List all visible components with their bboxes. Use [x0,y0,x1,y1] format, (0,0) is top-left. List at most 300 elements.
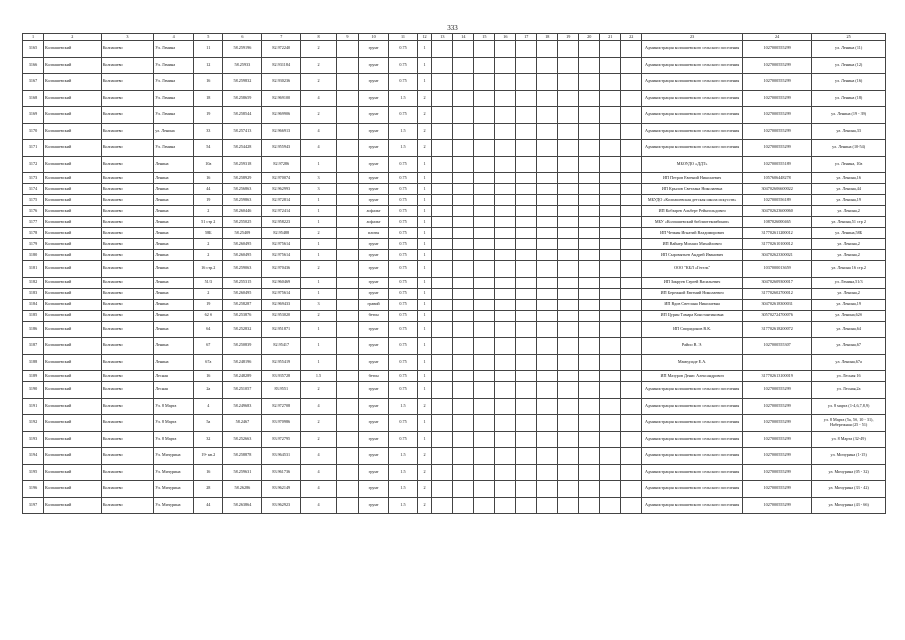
area-cell: 1 [301,277,337,288]
empty-cell [453,156,474,173]
empty-cell [579,217,600,228]
house-cell: 62 б [194,310,223,321]
ogrn-cell: 1027000555299 [743,415,812,432]
ogrn-cell: 1027000555299 [743,481,812,498]
column-header: 18 [537,34,558,41]
owner-cell: ИП Вдов Светлана Николаевна [642,299,743,310]
empty-cell [558,382,579,399]
empty-cell [453,140,474,157]
empty-cell [495,74,516,91]
empty-cell [579,354,600,371]
empty-cell [579,371,600,382]
empty-cell [453,173,474,184]
table-row [23,299,886,310]
table-row [23,41,886,58]
ogrn-cell: 1027000555299 [743,123,812,140]
longitude-cell: 82.955943 [262,140,301,157]
address-cell: ул. Лесная 16 [812,371,886,382]
owner-cell: Администрация колпашевского сельского поселения [642,140,743,157]
latitude-cell: 58.248289 [223,371,262,382]
empty-cell [579,107,600,124]
longitude-cell: 82.958223 [262,217,301,228]
empty-cell [495,239,516,250]
empty-cell [336,299,358,310]
address-cell: ул. Ленина,44 [812,184,886,195]
row-number: 3166 [23,57,44,74]
empty-cell [600,464,621,481]
empty-cell [600,206,621,217]
surface-cell: грунт [358,261,388,278]
empty-cell [336,321,358,338]
row-number: 3195 [23,464,44,481]
table-row [23,261,886,278]
empty-cell [600,299,621,310]
table-row [23,57,886,74]
empty-cell [537,156,558,173]
table-row [23,228,886,239]
street-cell: Ленина [154,250,194,261]
row-number: 3183 [23,288,44,299]
empty-cell [432,41,453,58]
empty-cell [516,228,537,239]
empty-cell [336,464,358,481]
empty-cell [495,228,516,239]
capacity-cell: 0.75 [389,288,417,299]
empty-cell [600,321,621,338]
district-cell: Колпашевский [43,74,101,91]
owner-cell: Администрация колпашевского сельского поселения [642,497,743,514]
address-cell: ул. 8 Марта (32-49) [812,431,886,448]
empty-cell [336,261,358,278]
area-cell: 4 [301,398,337,415]
area-cell: 2 [301,310,337,321]
empty-cell [558,448,579,465]
empty-cell [558,310,579,321]
row-number: 3194 [23,448,44,465]
house-cell: 16 стр.2 [194,261,223,278]
empty-cell [453,250,474,261]
empty-cell [621,74,642,91]
capacity-cell: 0.75 [389,239,417,250]
empty-cell [600,338,621,355]
street-cell: Ул. 8 Марта [154,415,194,432]
containers-cell: 1 [417,354,432,371]
owner-cell: ИП Крылов Светлана Николаевна [642,184,743,195]
area-cell: 4 [301,123,337,140]
address-cell: ул. Ленина,2 [812,250,886,261]
address-cell: ул. Ленина (16) [812,74,886,91]
owner-cell: Администрация колпашевского сельского поселения [642,74,743,91]
surface-cell: грунт [358,448,388,465]
column-header: 9 [336,34,358,41]
district-cell: Колпашевский [43,57,101,74]
empty-cell [432,184,453,195]
empty-cell [432,156,453,173]
empty-cell [432,107,453,124]
empty-cell [600,261,621,278]
empty-cell [495,448,516,465]
empty-cell [537,338,558,355]
capacity-cell: 0.75 [389,184,417,195]
district-cell: Колпашевский [43,448,101,465]
empty-cell [516,288,537,299]
empty-cell [537,250,558,261]
house-cell: 16 [194,371,223,382]
empty-cell [537,431,558,448]
ogrn-cell: 304702618300031 [743,299,812,310]
containers-cell: 1 [417,74,432,91]
settlement-cell: Колпашево [101,41,153,58]
empty-cell [621,250,642,261]
longitude-cell: 82.970436 [262,261,301,278]
settlement-cell: Колпашево [101,140,153,157]
empty-cell [516,277,537,288]
empty-cell [336,250,358,261]
longitude-cell: 82.960469 [262,277,301,288]
empty-cell [336,415,358,432]
area-cell: 4 [301,464,337,481]
longitude-cell: 82.95417 [262,338,301,355]
empty-cell [495,299,516,310]
empty-cell [558,415,579,432]
empty-cell [474,277,495,288]
row-number: 3173 [23,173,44,184]
street-cell: Лесная [154,371,194,382]
empty-cell [453,288,474,299]
empty-cell [336,123,358,140]
longitude-cell: 82.972414 [262,206,301,217]
empty-cell [621,239,642,250]
capacity-cell: 0.75 [389,277,417,288]
row-number: 3197 [23,497,44,514]
table-row [23,173,886,184]
house-cell: 2а [194,382,223,399]
row-number: 3177 [23,217,44,228]
table-row [23,74,886,91]
surface-cell: грунт [358,156,388,173]
address-cell: ул. Ленина (10-54) [812,140,886,157]
empty-cell [558,398,579,415]
area-cell: 1.5 [301,371,337,382]
empty-cell [336,217,358,228]
street-cell: Ленина [154,288,194,299]
table-row [23,156,886,173]
empty-cell [558,288,579,299]
row-number: 3191 [23,398,44,415]
empty-cell [432,217,453,228]
empty-cell [432,448,453,465]
column-header: 7 [262,34,301,41]
district-cell: Колпашевский [43,497,101,514]
area-cell: 4 [301,481,337,498]
settlement-cell: Колпашево [101,277,153,288]
surface-cell: грунт [358,140,388,157]
surface-cell: грунт [358,464,388,481]
empty-cell [558,173,579,184]
latitude-cell: 58.260446 [223,206,262,217]
settlement-cell: Колпашево [101,310,153,321]
longitude-cell: 83.962923 [262,497,301,514]
empty-cell [336,184,358,195]
empty-cell [621,481,642,498]
empty-cell [537,415,558,432]
capacity-cell: 0.75 [389,354,417,371]
empty-cell [579,398,600,415]
street-cell: Ленина [154,228,194,239]
empty-cell [537,310,558,321]
page-number: 333 [447,24,458,32]
empty-cell [474,338,495,355]
containers-cell: 1 [417,57,432,74]
empty-cell [600,354,621,371]
empty-cell [579,481,600,498]
empty-cell [453,41,474,58]
owner-cell: Мамедзаде Е.А. [642,354,743,371]
longitude-cell: 83.972795 [262,431,301,448]
empty-cell [516,261,537,278]
street-cell: Ленина [154,239,194,250]
empty-cell [453,448,474,465]
containers-cell: 1 [417,338,432,355]
surface-cell: грунт [358,250,388,261]
containers-cell: 1 [417,371,432,382]
longitude-cell: 82.930236 [262,74,301,91]
latitude-cell: 58.251057 [223,382,262,399]
empty-cell [600,123,621,140]
surface-cell: грунт [358,195,388,206]
capacity-cell: 1.5 [389,123,417,140]
empty-cell [495,173,516,184]
empty-cell [336,239,358,250]
empty-cell [453,228,474,239]
column-header: 16 [495,34,516,41]
longitude-cell: 82.931184 [262,57,301,74]
table-row [23,321,886,338]
empty-cell [600,431,621,448]
area-cell: 3 [301,184,337,195]
empty-cell [579,448,600,465]
table-row [23,354,886,371]
table-row [23,217,886,228]
street-cell: Ул. 8 Марта [154,431,194,448]
address-cell: ул. Ленина,2 [812,288,886,299]
empty-cell [474,107,495,124]
street-cell: Ул. Ленина [154,41,194,58]
owner-cell: Администрация колпашевского сельского поселения [642,481,743,498]
longitude-cell: 82.975614 [262,239,301,250]
empty-cell [495,123,516,140]
empty-cell [579,299,600,310]
column-header: 4 [154,34,194,41]
ogrn-cell: 1027000555299 [743,431,812,448]
district-cell: Колпашевский [43,261,101,278]
column-header: 19 [558,34,579,41]
longitude-cell: 82.975614 [262,250,301,261]
empty-cell [537,354,558,371]
containers-cell: 2 [417,140,432,157]
address-cell: ул. 8 Марта (5а, 5б, 10 - 31), Набережная (25 - 51) [812,415,886,432]
empty-cell [516,57,537,74]
address-cell: ул. Мичурина (43 - 66) [812,497,886,514]
empty-cell [495,288,516,299]
table-row [23,310,886,321]
column-header: 11 [389,34,417,41]
surface-cell: грунт [358,90,388,107]
row-number: 3185 [23,310,44,321]
empty-cell [537,382,558,399]
longitude-cell: 82.955419 [262,354,301,371]
district-cell: Колпашевский [43,217,101,228]
ogrn-cell: 1057606448278 [743,173,812,184]
empty-cell [621,90,642,107]
settlement-cell: Колпашево [101,173,153,184]
longitude-cell: 82.969100 [262,90,301,107]
latitude-cell: 58.258878 [223,448,262,465]
empty-cell [621,57,642,74]
address-cell: ул. Мичурина (33 - 42) [812,481,886,498]
empty-cell [600,398,621,415]
capacity-cell: 0.75 [389,250,417,261]
street-cell: Ленина [154,261,194,278]
street-cell: ул. Ленина [154,123,194,140]
district-cell: Колпашевский [43,250,101,261]
settlement-cell: Колпашево [101,156,153,173]
surface-cell: грунт [358,123,388,140]
empty-cell [495,90,516,107]
column-header: 22 [621,34,642,41]
column-header: 23 [642,34,743,41]
longitude-cell: 82.975614 [262,288,301,299]
table-row [23,481,886,498]
empty-cell [474,481,495,498]
empty-cell [600,173,621,184]
column-header: 5 [194,34,223,41]
column-header: 3 [101,34,153,41]
empty-cell [600,371,621,382]
surface-cell: асфальт [358,206,388,217]
house-cell: 19 [194,299,223,310]
empty-cell [558,156,579,173]
area-cell: 2 [301,261,337,278]
settlement-cell: Колпашево [101,497,153,514]
containers-cell: 1 [417,184,432,195]
empty-cell [537,41,558,58]
row-number: 3193 [23,431,44,448]
row-number: 3180 [23,250,44,261]
empty-cell [474,184,495,195]
house-cell: 64 [194,321,223,338]
capacity-cell: 0.75 [389,431,417,448]
empty-cell [558,261,579,278]
empty-cell [537,140,558,157]
empty-cell [579,382,600,399]
settlement-cell: Колпашево [101,57,153,74]
ogrn-cell: 317702618200072 [743,321,812,338]
area-cell: 1 [301,195,337,206]
empty-cell [453,321,474,338]
longitude-cell: 82.966913 [262,123,301,140]
empty-cell [474,415,495,432]
house-cell: 67а [194,354,223,371]
empty-cell [537,217,558,228]
ogrn-cell: 1027000555299 [743,74,812,91]
empty-cell [495,156,516,173]
empty-cell [432,299,453,310]
street-cell: Ленина [154,299,194,310]
street-cell: Ул. Мичурина [154,497,194,514]
empty-cell [600,415,621,432]
area-cell: 1 [301,288,337,299]
empty-cell [432,371,453,382]
column-header: 15 [474,34,495,41]
row-number: 3169 [23,107,44,124]
ogrn-cell: 317702610100012 [743,239,812,250]
area-cell: 1 [301,206,337,217]
capacity-cell: 0.75 [389,41,417,58]
empty-cell [432,57,453,74]
address-cell: ул. Ленина,58Б [812,228,886,239]
empty-cell [432,140,453,157]
latitude-cell: 58.25409 [223,228,262,239]
empty-cell [474,288,495,299]
longitude-cell: 82.970074 [262,173,301,184]
empty-cell [336,338,358,355]
address-cell: ул. Ленина,19 [812,299,886,310]
latitude-cell: 58.248196 [223,354,262,371]
registry-table [22,33,886,514]
table-row [23,250,886,261]
empty-cell [537,123,558,140]
district-cell: Колпашевский [43,41,101,58]
ogrn-cell: 304702606600022 [743,184,812,195]
empty-cell [432,310,453,321]
empty-cell [516,371,537,382]
empty-cell [495,464,516,481]
empty-cell [336,195,358,206]
empty-cell [621,217,642,228]
settlement-cell: Колпашево [101,288,153,299]
district-cell: Колпашевский [43,371,101,382]
empty-cell [474,195,495,206]
empty-cell [621,371,642,382]
house-cell: 19- кв.2 [194,448,223,465]
empty-cell [600,239,621,250]
empty-cell [336,156,358,173]
empty-cell [474,173,495,184]
empty-cell [558,464,579,481]
ogrn-cell: 317702602700012 [743,288,812,299]
empty-cell [558,354,579,371]
longitude-cell: 82.969433 [262,299,301,310]
empty-cell [432,228,453,239]
address-cell: ул. Ленина,64 [812,321,886,338]
address-cell: ул. Ленина,33 [812,123,886,140]
empty-cell [432,239,453,250]
surface-cell: бетон [358,371,388,382]
owner-cell: Администрация колпашевского сельского поселения [642,431,743,448]
longitude-cell: 82.969906 [262,107,301,124]
empty-cell [432,481,453,498]
house-cell: 67 [194,338,223,355]
address-cell: ул. Ленина,51/3 [812,277,886,288]
house-cell: 28 [194,481,223,498]
empty-cell [516,415,537,432]
owner-cell: Администрация колпашевского сельского поселения [642,57,743,74]
column-header: 8 [301,34,337,41]
district-cell: Колпашевский [43,107,101,124]
empty-cell [516,250,537,261]
empty-cell [600,57,621,74]
